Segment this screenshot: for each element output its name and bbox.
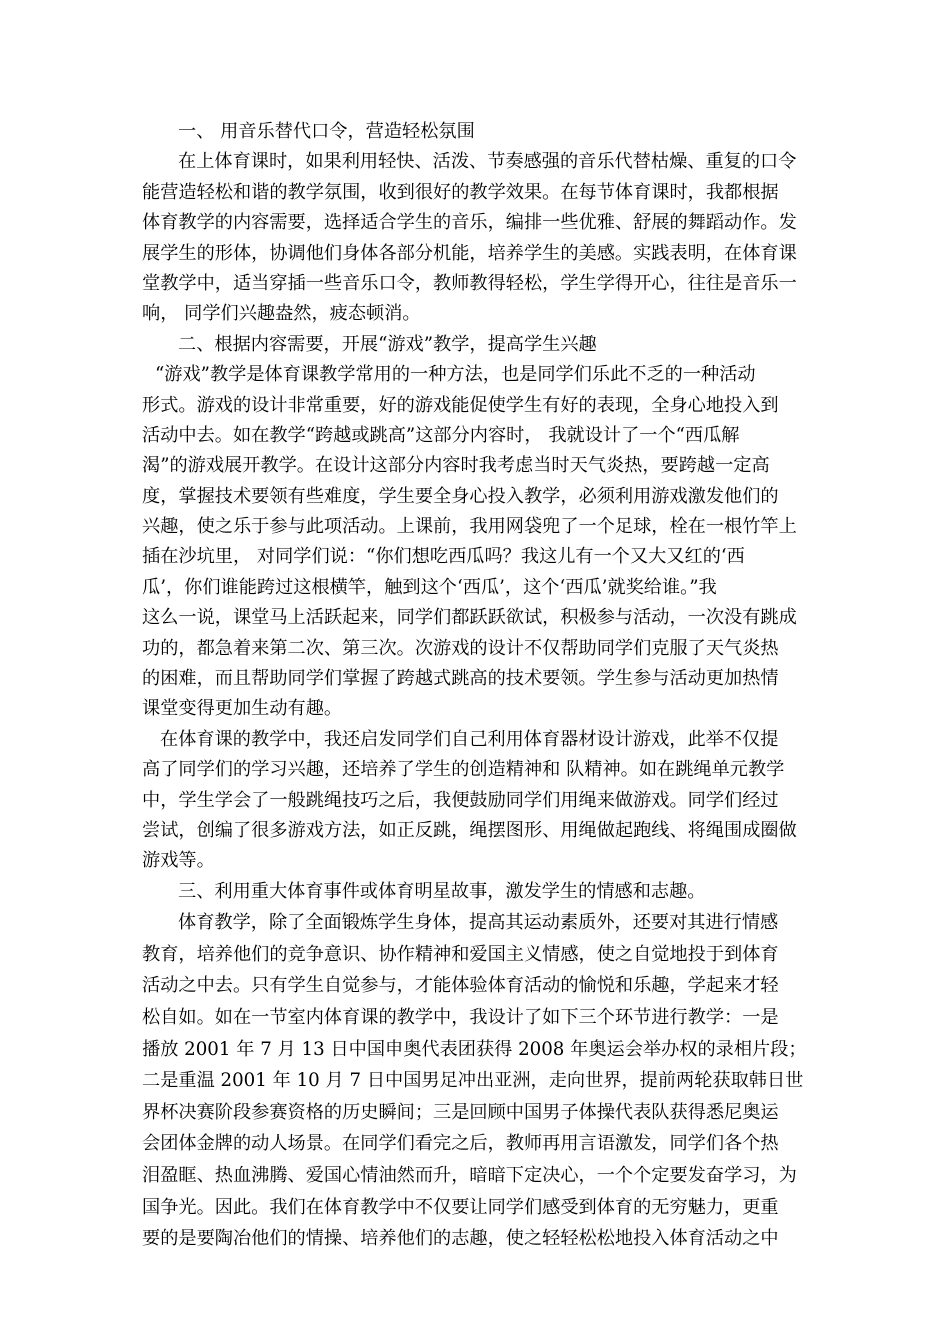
text-line: “游戏”教学是体育课教学常用的一种方法，也是同学们乐此不乏的一种活动 (155, 364, 756, 386)
document-page (142, 117, 810, 1255)
text-line: 活动之中去。只有学生自觉参与，才能体验体育活动的愉悦和乐趣，学起来才轻 (142, 975, 779, 997)
paragraph-music (142, 147, 810, 329)
paragraph-equipment-games (142, 725, 810, 877)
paragraph-sports-events (142, 907, 810, 1255)
text-line: 功的，都急着来第二次、第三次。次游戏的设计不仅帮助同学们克服了天气炎热 (142, 637, 779, 659)
text-line: 在体育课的教学中，我还启发同学们自己利用体育器材设计游戏，此举不仅提 (160, 728, 779, 750)
text-line: 兴趣，使之乐于参与此项活动。上课前，我用网袋兜了一个足球，栓在一根竹竿上 (142, 516, 797, 538)
text-line: 尝试，创编了很多游戏方法，如正反跳，绳摆图形、用绳做起跑线、将绳围成圈做 (142, 819, 797, 841)
text-line: 形式。游戏的设计非常重要，好的游戏能促使学生有好的表现，全身心地投入到 (142, 394, 779, 416)
text-line: 响， 同学们兴趣盎然，疲态顿消。 (142, 303, 421, 325)
text-line: 展学生的形体，协调他们身体各部分机能，培养学生的美感。实践表明，在体育课 (142, 242, 797, 264)
heading-line: 一、 用音乐替代口令，营造轻松氛围 (178, 121, 475, 142)
text-line: 教育，培养他们的竞争意识、协作精神和爱国主义情感，使之自觉地投于到体育 (142, 943, 779, 965)
text-line: 课堂变得更加生动有趣。 (142, 698, 343, 720)
heading-line: 三、利用重大体育事件或体育明星故事，激发学生的情感和志趣。 (178, 880, 706, 902)
text-line: 高了同学们的学习兴趣，还培养了学生的创造精神和 队精神。如在跳绳单元教学 (142, 759, 785, 781)
text-line: 二是重温 2001 年 10 月 7 日中国男足冲出亚洲，走向世界，提前两轮获取韩日世 (142, 1070, 804, 1092)
section-heading-1 (142, 117, 810, 147)
text-line: 堂教学中，适当穿插一些音乐口令，教师教得轻松，学生学得开心，往往是音乐一 (142, 272, 797, 294)
text-line: 瓜’，你们谁能跨过这根横竿，触到这个‘西瓜’，这个‘西瓜’就奖给谁。”我 (142, 576, 717, 598)
text-line: 渴”的游戏展开教学。在设计这部分内容时我考虑当时天气炎热，要跨越一定高 (142, 455, 770, 477)
text-line: 体育教学，除了全面锻炼学生身体，提高其运动素质外，还要对其进行情感 (178, 912, 779, 934)
text-line: 游戏等。 (142, 850, 215, 872)
heading-line: 二、根据内容需要，开展“游戏”教学，提高学生兴趣 (178, 333, 597, 355)
text-line: 插在沙坑里， 对同学们说：“你们想吃西瓜吗？我这儿有一个又大又红的‘西 (142, 546, 745, 568)
text-line: 能营造轻松和谐的教学氛围，收到很好的教学效果。在每节体育课时，我都根据 (142, 181, 779, 203)
text-line: 这么一说，课堂马上活跃起来，同学们都跃跃欲试，积极参与活动，一次没有跳成 (142, 607, 797, 629)
text-line: 在上体育课时，如果利用轻快、活泼、节奏感强的音乐代替枯燥、重复的口令 (178, 151, 797, 173)
text-line: 国争光。因此。我们在体育教学中不仅要让同学们感受到体育的无穷魅力，更重 (142, 1196, 779, 1218)
text-line: 松自如。如在一节室内体育课的教学中，我设计了如下三个环节进行教学：一是 (142, 1006, 779, 1028)
section-heading-2 (142, 330, 810, 360)
text-line: 体育教学的内容需要，选择适合学生的音乐，编排一些优雅、舒展的舞蹈动作。发 (142, 212, 797, 234)
text-line: 要的是要陶冶他们的情操、培养他们的志趣，使之轻轻松松地投入体育活动之中 (142, 1228, 779, 1250)
text-line: 的困难，而且帮助同学们掌握了跨越式跳高的技术要领。学生参与活动更加热情 (142, 668, 779, 690)
text-line: 度，掌握技术要领有些难度，学生要全身心投入教学，必须利用游戏激发他们的 (142, 485, 779, 507)
text-line: 界杯决赛阶段参赛资格的历史瞬间；三是回顾中国男子体操代表队获得悉尼奥运 (142, 1101, 779, 1123)
text-line: 活动中去。如在教学“跨越或跳高”这部分内容时， 我就设计了一个“西瓜解 (142, 424, 740, 446)
paragraph-games (142, 360, 810, 725)
text-line: 泪盈眶、热血沸腾、爱国心情油然而升，暗暗下定决心，一个个定要发奋学习，为 (142, 1164, 797, 1186)
text-line: 中，学生学会了一般跳绳技巧之后，我便鼓励同学们用绳来做游戏。同学们经过 (142, 789, 779, 811)
section-heading-3 (142, 877, 810, 907)
text-line: 会团体金牌的动人场景。在同学们看完之后，教师再用言语激发，同学们各个热 (142, 1133, 779, 1155)
text-line: 播放 2001 年 7 月 13 日中国申奥代表团获得 2008 年奥运会举办权的录相片段； (142, 1038, 807, 1060)
